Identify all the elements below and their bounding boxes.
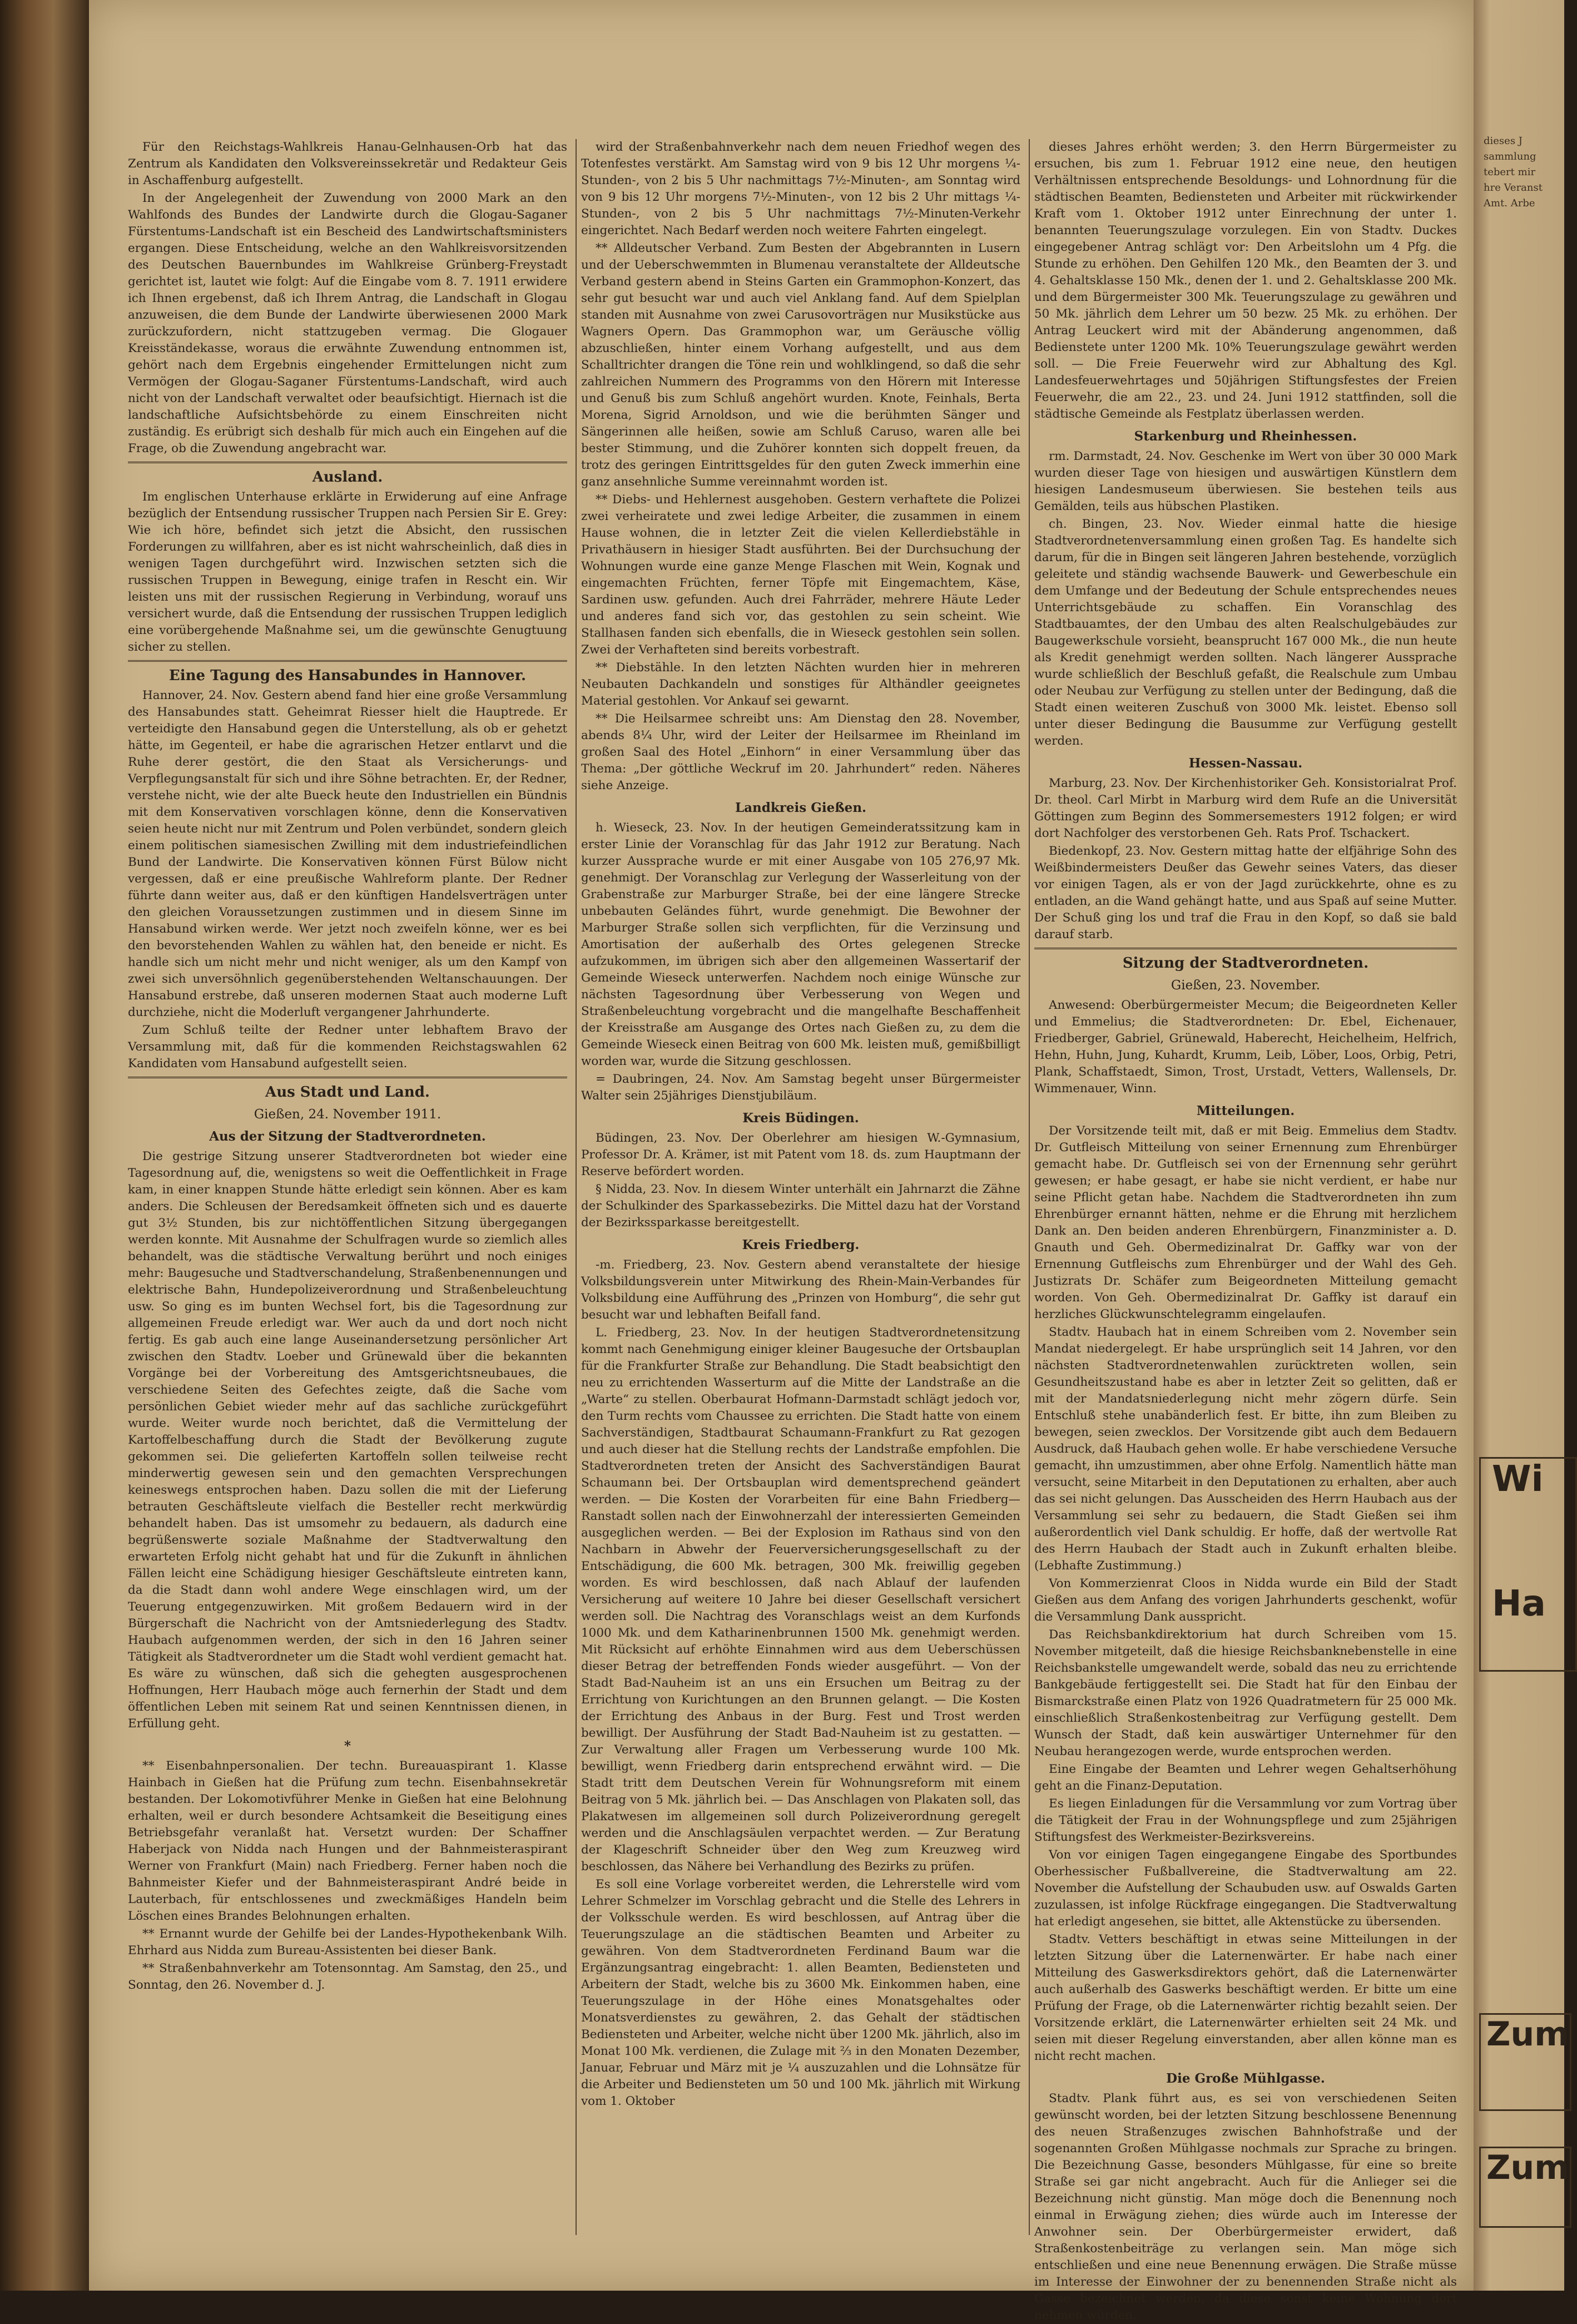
separator — [128, 462, 567, 463]
paragraph: ch. Bingen, 23. Nov. Wieder einmal hatte die hiesige Stadtverordnetenversammlung einen großen Tag. Es handelte sich darum, für die in Bingen seit längeren Jahren bestehende, vorzüglich geleitete und ständig wachsende Bauwerk- und Gewerbeschule ein dem Umfange und der Bedeutung der Schule entsprechendes neues Unterrichtsgebäude zu schaffen. Ein Voranschlag des Stadtbauamtes, der den Umbau des alten Realschulgebäudes zur Baugewerkschule vorsieht, beansprucht 167 000 Mk., die nun heute als Kredit genehmigt werden sollten. Nach längerer Aussprache wurde schließlich der Beschluß gefaßt, die Realschule zum Umbau oder Neubau zur Verfügung zu stellen unter der Bedingung, daß die Stadt einen weiteren Zuschuß von 3000 Mk. leistet. Ebenso soll unter dieser Bedingung die Bausumme zur Verfügung gestellt werden. — [1034, 517, 1457, 748]
paragraph: ** Alldeutscher Verband. Zum Besten der Abgebrannten in Lusern und der Ueberschwemmten in Blumenau veranstaltete der Alldeutsche Verband gestern abend in Steins Garten ein Grammophon-Konzert, das sehr gut besucht war und auch viel Anklang fand. Auf dem Spielplan standen mit Ausnahme von zwei Carusovorträgen nur Musikstücke aus Wagners Opern. Das Grammophon war, um Geräusche völlig abzuschließen, hinter einem Vorhang aufgestellt, und aus dem Schalltrichter drangen die Töne rein und wohlklingend, so daß die sehr zahlreichen Nummern des Programms von den Hörern mit Interesse und Genuß bis zum Schluß angehört wurden. Knote, Feinhals, Berta Morena, Sigrid Arnoldson, und wie die berühmten Sänger und Sängerinnen alle heißen, sowie am Schluß Caruso, waren alle bei bester Stimmung, und die Zuhörer konnten sich doppelt freuen, da trotz des geringen Eintrittsgeldes für den guten Zweck immerhin eine ganz ansehnliche Summe vereinnahmt worden ist. — [581, 241, 1020, 489]
paragraph: Biedenkopf, 23. Nov. Gestern mittag hatte der elfjährige Sohn des Weißbindermeisters Deußer das Gewehr seines Vaters, das dieser vor einigen Tagen, als er von der Jagd zurückkehrte, ohne es zu entladen, an die Wand gehängt hatte, und aus Spaß auf seine Mutter. Der Schuß ging los und traf die Frau in den Kopf, so daß sie bald darauf starb. — [1034, 844, 1457, 942]
section-heading: Sitzung der Stadtverordneten. — [1122, 955, 1369, 972]
separator — [128, 1077, 567, 1078]
paragraph: Für den Reichstags-Wahlkreis Hanau-Gelnhausen-Orb hat das Zentrum als Kandidaten den Volksvereinssekretär und Redakteur Geis in Aschaffenburg aufgestellt. — [128, 140, 567, 187]
separator — [128, 660, 567, 662]
paragraph: L. Friedberg, 23. Nov. In der heutigen Stadtverordnetensitzung kommt nach Genehmigung einiger kleiner Baugesuche der Ortsbauplan für die Frankfurter Straße zur Behandlung. Die Stadt beabsichtigt den neu zu errichtenden Wasserturm auf die Mitte der Landstraße an die „Warte“ zu stellen. Oberbaurat Hofmann-Darmstadt schlägt jedoch vor, den Turm rechts vom Chaussee zu errichten. Die Stadt hatte von einem Sachverständigen, Stadtbaurat Schaumann-Frankfurt zu Rat gezogen und auch dieser hat die Stellung rechts der Landstraße empfohlen. Die Stadtverordneten treten der Ansicht des Sachverständigen Baurat Schaumann bei. Der Ortsbauplan wird dementsprechend geändert werden. — Die Kosten der Vorarbeiten für eine Bahn Friedberg—Ranstadt sollen nach der Einwohnerzahl der interessierten Gemeinden ausgeglichen werden. — Bei der Explosion im Rathaus sind von den Nachbarn in Abwehr der Feuerversicherungsgesellschaft zu der Entschädigung, die 600 Mk. betragen, 300 Mk. freiwillig gegeben worden. Es wird beschlossen, daß nach Ablauf der laufenden Versicherung auf weitere 10 Jahre bei dieser Gesellschaft versichert werden soll. Die Nachtrag des Voranschlags weist an dem Kurfonds 1000 Mk. und dem Katharinenbrunnen 1500 Mk. genehmigt werden. Mit Rücksicht auf erhöhte Einnahmen wird aus dem Ueberschüssen dieser Betrag der betreffenden Fonds wieder ausgeführt. — Von der Stadt Bad-Nauheim ist an uns ein Ersuchen um Beitrag zu der Errichtung von Kurichtungen an den Brunnen gelangt. — Die Kosten der Errichtung des Anbaus in der Burg. Fest und Trost werden bewilligt. Der Ausführung der Stadt Bad-Nauheim ist zu gestatten. — Zur Verwaltung aller Fragen um Verbesserung wurde 100 Mk. bewilligt, wenn Friedberg darin entsprechend erwähnt wird. — Die Stadt tritt dem Deutschen Verein für Wohnungsreform mit einem Beitrag von 5 Mk. jährlich bei. — Das Anschlagen von Plakaten soll, das Plakatwesen im allgemeinen soll durch Polizeiverordnung geregelt werden und die Anschlagsäulen verpachtet werden. — Zur Beratung der Klageschrift Schneider über den Weg zum Kreuzweg wird beschlossen, das Nähere bei Verhandlung des Bezirks zu prüfen. — [581, 1326, 1020, 1874]
paragraph: wird der Straßenbahnverkehr nach dem neuen Friedhof wegen des Totenfestes verstärkt. Am Samstag wird von 9 bis 12 Uhr morgens ¼-Stunden-, von 2 bis 5 Uhr nachmittags 7½-Minuten-, am Sonntag wird von 9 bis 12 Uhr morgens 7½-Minuten-, von 12 bis 2 Uhr mittags ¼-Stunden-, von 2 bis 5 Uhr nachmittags 7½-Minuten-Verkehr eingerichtet. Nach Bedarf werden noch weitere Fahrten eingelegt. — [581, 140, 1020, 237]
paragraph: Im englischen Unterhause erklärte in Erwiderung auf eine Anfrage bezüglich der Entsendung russischer Truppen nach Persien Sir E. Grey: Wie ich höre, befindet sich jetzt die Absicht, den russischen Forderungen zu willfahren, aber es ist nicht wahrscheinlich, daß dies in wenigen Tagen durchgeführt wird. Inzwischen setzten sich die russischen Truppen in Bewegung, einige trafen in Rescht ein. Wir leisten uns mit der russischen Regierung in Verbindung, worauf uns versichert wurde, daß die Entsendung der russischen Truppen lediglich eine vorübergehende Maßnahme sei, um die gewünschte Genugtuung sicher zu stellen. — [128, 490, 567, 654]
paragraph: Der Vorsitzende teilt mit, daß er mit Beig. Emmelius dem Stadtv. Dr. Gutfleisch Mitteilung von seiner Ernennung zum Ehrenbürger gemacht habe. Dr. Gutfleisch sei von der Ernennung sehr gerührt gewesen; er habe gesagt, er habe sie nicht verdient, er habe nur seine Pflicht getan habe. Nachdem die Stadtverordneten ihn zum Ehrenbürger ernannt hätten, nehme er die Ehrung mit herzlichem Dank an. Den beiden anderen Ehrenbürgern, Finanzminister a. D. Gnauth und Geh. Obermedizinalrat Dr. Gaffky war von der Ernennung Gutfleischs zum Ehrenbürger und der Wahl des Geh. Justizrats Dr. Schäfer zum Beigeordneten Mitteilung gemacht worden. Von Geh. Obermedizinalrat Dr. Gaffky ist darauf ein herzliches Glückwunschtelegramm eingelaufen. — [1034, 1124, 1457, 1321]
paragraph: Das Reichsbankdirektorium hat durch Schreiben vom 15. November mitgeteilt, daß die hiesige Reichsbanknebenstelle in eine Reichsbankstelle umgewandelt werde, sobald das neu zu errichtende Bankgebäude fertiggestellt sei. Die Stadt hat für den Einbau der Bismarckstraße einen Platz von 1926 Quadratmetern für 25 000 Mk. einschließlich Straßenkostenbeitrag zur Verfügung gestellt. Dem Wunsch der Stadt, daß kein auswärtiger Unternehmer für den Neubau herangezogen werde, wurde entsprochen werden. — [1034, 1628, 1457, 1758]
ad-text: Ha — [1492, 1583, 1546, 1624]
column-1 — [128, 139, 567, 2241]
paragraph: -m. Friedberg, 23. Nov. Gestern abend veranstaltete der hiesige Volksbildungsverein unter Mitwirkung des Rhein-Main-Verbandes für Volksbildung eine Aufführung des „Prinzen von Homburg“, die sehr gut besucht war und lebhaften Beifall fand. — [581, 1258, 1020, 1322]
ad-text: Zum — [1486, 2148, 1569, 2187]
column-rule — [1029, 139, 1030, 2235]
star-separator: * — [344, 1738, 351, 1753]
paragraph: ** Diebs- und Hehlernest ausgehoben. Gestern verhaftete die Polizei zwei verheiratete und zwei ledige Arbeiter, die zusammen in einem Hause wohnen, die in letzter Zeit die vielen Kellerdiebstähle in Privathäusern in hiesiger Stadt ausführten. Bei der Durchsuchung der Wohnungen wurde eine ganze Menge Flaschen mit Wein, Kognak und eingemachten Früchten, ferner Töpfe mit Eingemachtem, Käse, Sardinen usw. gefunden. Auch drei Fahrräder, mehrere Häute Leder und anderes fand sich vor, das gestohlen zu sein scheint. Wie Stallhasen fanden sich ebenfalls, die in Wieseck gestohlen sein sollen. Zwei der Verhafteten sind bereits vorbestraft. — [581, 493, 1020, 657]
adjacent-page-edge — [1474, 0, 1569, 2291]
section-heading: Kreis Friedberg. — [742, 1237, 860, 1252]
paragraph: ** Eisenbahnpersonalien. Der techn. Bureauaspirant 1. Klasse Hainbach in Gießen hat die Prüfung zum techn. Eisenbahnsekretär bestanden. Der Lokomotivführer Menke in Gießen hat eine Belohnung erhalten, weil er durch besondere Achtsamkeit die Beseitigung eines Betriebsgefahr veranlaßt hat. Versetzt wurden: Der Schaffner Haberjack von Nidda nach Hungen und der Bahnmeisteraspirant Werner von Frankfurt (Main) nach Friedberg. Ferner haben noch die Bahnmeister Kiefer und der Bahnmeisteraspirant André beide in Lauterbach, für entschlossenes und zweckmäßiges Handeln beim Löschen eines Brandes Belohnungen erhalten. — [128, 1759, 567, 1923]
separator — [1034, 948, 1457, 949]
paragraph: Stadtv. Vetters beschäftigt in etwas seine Mitteilungen in der letzten Sitzung über die Laternenwärter. Er habe nach einer Mitteilung des Gaswerksdirektors gehört, daß die Laternenwärter auch außerhalb des Gaswerks beschäftigt werden. Er bitte um eine Prüfung der Frage, ob die Laternenwärter richtig bezahlt seien. Der Vorsitzende erklärt, die Laternenwärter erhielten seit 24 Mk. und seien mit dieser Regelung einverstanden, aber allen könne man es nicht recht machen. — [1034, 1932, 1457, 2063]
paragraph: dieses Jahres erhöht werden; 3. den Herrn Bürgermeister zu ersuchen, bis zum 1. Februar 1912 eine neue, den heutigen Verhältnissen entsprechende Besoldungs- und Lohnordnung für die städtischen Beamten, Bediensteten und Arbeiter mit rückwirkender Kraft vom 1. Oktober 1912 unter Einrechnung der unter 1. benannten Teuerungszulage vorzulegen. Ein von Stadtv. Duckes eingegebener Antrag schlägt vor: Den Arbeitslohn um 4 Pfg. die Stunde zu erhöhen. Den Gehilfen 120 Mk., den Beamten der 3. und 4. Gehaltsklasse 150 Mk., denen der 1. und 2. Gehaltsklasse 200 Mk. und dem Bürgermeister 300 Mk. Teuerungszulage zu gewähren und 50 Mk. jährlich dem Lehrer um 50 bezw. 25 Mk. zu erhöhen. Der Antrag Leuckert wird mit der Abänderung angenommen, daß Bedienstete unter 1200 Mk. 10% Teuerungszulage gewährt werden soll. — Die Freie Feuerwehr wird zur Abhaltung des Kgl. Landesfeuerwehrtages und 50jährigen Stiftungsfestes der Freien Feuerwehr, die am 22., 23. und 24. Juni 1912 stattfinden, soll die städtische Gemeinde als Festplatz überlassen werden. — [1034, 140, 1457, 421]
paragraph: ** Straßenbahnverkehr am Totensonntag. Am Samstag, den 25., und Sonntag, den 26. November d. J. — [128, 1961, 567, 1992]
paragraph: Von vor einigen Tagen eingegangene Eingabe des Sportbundes Oberhessischer Fußballvereine, die Stadtverwaltung am 22. November die Aufstellung der Schaubuden usw. auf Oswalds Garten zuzulassen, ist infolge Rückfrage eingegangen. Die Stadtverwaltung hat erledigt angesehen, sie bittet, alle Aktenstücke zu übersenden. — [1034, 1848, 1457, 1929]
section-heading: Kreis Büdingen. — [742, 1111, 859, 1126]
subheading: Mitteilungen. — [1196, 1103, 1295, 1118]
paragraph: § Nidda, 23. Nov. In diesem Winter unterhält ein Jahrnarzt die Zähne der Schulkinder des Sparkassebezirks. Die Mittel dazu hat der Vorstand der Bezirkssparkasse bereitgestellt. — [581, 1182, 1020, 1230]
paragraph: ** Ernannt wurde der Gehilfe bei der Landes-Hypothekenbank Wilh. Ehrhard aus Nidda zum Bureau-Assistenten bei dieser Bank. — [128, 1927, 567, 1958]
section-heading: Landkreis Gießen. — [735, 800, 867, 815]
dateline: Gießen, 24. November 1911. — [254, 1107, 442, 1122]
paragraph: In der Angelegenheit der Zuwendung von 2000 Mark an den Wahlfonds des Bundes der Landwirte durch die Glogau-Saganer Fürstentums-Landschaft ist ein Bescheid des Landwirtschaftsministers ergangen. Diese Entscheidung, welche an den Wahlkreisvorsitzenden des Deutschen Bauernbundes im Wahlkreise Grünberg-Freystadt gerichtet ist, lautet wie folgt: Auf die Eingabe vom 8. 7. 1911 erwidere ich Ihnen ergebenst, daß ich Ihrem Antrag, die Landschaft in Glogau anzuweisen, die dem Bunde der Landwirte überwiesenen 2000 Mark zurückzufordern, nicht stattzugeben vermag. Die Glogauer Kreisständekasse, woraus die erwähnte Zuwendung entnommen ist, gehört nach dem Ergebnis eingehender Ermittelungen nicht zum Vermögen der Glogau-Saganer Fürstentums-Landschaft, wird auch nicht von der Landschaft verwaltet oder beaufsichtigt. Hiernach ist die landschaftliche Aufsichtsbehörde zu einem Einschreiten nicht zuständig. Es erübrigt sich deshalb für mich auch ein Eingehen auf die Frage, ob die Zuwendung angebracht war. — [128, 191, 567, 455]
paragraph: Es liegen Einladungen für die Versammlung vor zum Vortrag über die Tätigkeit der Frau in der Wohnungspflege und zum 25jährigen Stiftungsfest des Werkmeister-Bezirksvereins. — [1034, 1797, 1457, 1844]
adjacent-page-text: dieses J sammlung tebert mir hre Veranst Amt. Arbe — [1484, 135, 1543, 209]
paragraph: Stadtv. Plank führt aus, es sei von verschiedenen Seiten gewünscht worden, bei der letzten Sitzung beschlossene Benennung des neuen Straßenzuges zwischen Bahnhofstraße und der sogenannten Großen Mühlgasse nochmals zur Sprache zu bringen. Die Bezeichnung Gasse, besonders Mühlgasse, für eine so breite Straße sei gar nicht angebracht. Auch für die Anlieger sei die Bezeichnung nicht günstig. Man möge doch die Benennung noch einmal in Erwägung ziehen; dies würde auch im Interesse der Anwohner sein. Der Oberbürgermeister erwidert, daß Straßenkostenbeiträge zu verlangen sein. Man möge sich entschließen und eine neue Benennung erwägen. Die Straße müsse im Interesse der Einwohner der zu benennenden Straße nicht als Gasse bezeichnet werden, da diese sonst keine Wohnung dort nehmen würden. — [1034, 2092, 1457, 2322]
dateline: Gießen, 23. November. — [1171, 978, 1321, 993]
paragraph: h. Wieseck, 23. Nov. In der heutigen Gemeinderatssitzung kam in erster Linie der Voranschlag für das Jahr 1912 zur Beratung. Nach kurzer Aussprache wurde er mit einer Ausgabe von 105 276,97 Mk. genehmigt. Der Voranschlag zur Verlegung der Wasserleitung von der Grabenstraße zur Marburger Straße, bei der eine längere Strecke unbebauten Geländes führt, wurde genehmigt. Die Bewohner der Marburger Straße sollen sich verpflichten, für die Verzinsung und Amortisation der außerhalb des Ortes gelegenen Strecke aufzukommen, im übrigen sich aber den allgemeinen Wassertarif der Gemeinde Wieseck unterwerfen. Nachdem noch einige Wünsche zur nächsten Tagesordnung über Verbesserung von Wegen und Straßenbeleuchtung vorgebracht und die mangelhafte Beschaffenheit der Kreisstraße am Ausgange des Ortes nach Gießen zu, zu dem die Gemeinde Wieseck einen Beitrag von 600 Mk. leisten muß, gemißbilligt worden war, wurde die Sitzung geschlossen. — [581, 821, 1020, 1068]
paragraph: Eine Eingabe der Beamten und Lehrer wegen Gehaltserhöhung geht an die Finanz-Deputation. — [1034, 1762, 1457, 1793]
paragraph: Stadtv. Haubach hat in einem Schreiben vom 2. November sein Mandat niedergelegt. Er habe ursprünglich seit 14 Jahren, vor den nächsten Stadtverordnetenwahlen zurücktreten wollen, sein Gesundheitszustand habe es aber in letzter Zeit so gelitten, daß er mit der Mandatsniederlegung nicht mehr zögern dürfe. Sein Entschluß stehe unabänderlich fest. Er bitte, ihn zum Bleiben zu bewegen, seien zwecklos. Der Vorsitzende gibt auch dem Bedauern Ausdruck, daß Haubach gehen wolle. Er habe verschiedene Versuche gemacht, ihn umzustimmen, aber ohne Erfolg. Namentlich hätte man versucht, seine Mitarbeit in den Deputationen zu erhalten, aber auch das sei nicht gelungen. Das Ausscheiden des Herrn Haubach aus der Versammlung sei sehr zu bedauern, die Stadt Gießen sei ihm außerordentlich viel Dank schuldig. Er hoffe, daß der wertvolle Rat des Herrn Haubach der Stadt auch in Zukunft erhalten bleibe. (Lebhafte Zustimmung.) — [1034, 1325, 1457, 1573]
paragraph: = Daubringen, 24. Nov. Am Samstag begeht unser Bürgermeister Walter sein 25jähriges Dienstjubiläum. — [581, 1072, 1020, 1103]
paragraph: Von Kommerzienrat Cloos in Nidda wurde ein Bild der Stadt Gießen aus dem Anfang des vorigen Jahrhunderts geschenkt, wofür die Versammlung Dank ausspricht. — [1034, 1577, 1457, 1624]
section-heading: Hessen-Nassau. — [1188, 756, 1303, 771]
section-heading: Starkenburg und Rheinhessen. — [1134, 429, 1357, 444]
section-heading: Eine Tagung des Hansabundes in Hannover. — [168, 667, 527, 684]
column-3 — [1034, 139, 1457, 2322]
column-rule — [576, 139, 577, 2235]
ad-text: Zum — [1486, 2015, 1569, 2054]
paragraph: Büdingen, 23. Nov. Der Oberlehrer am hiesigen W.-Gymnasium, Professor Dr. A. Krämer, ist mit Patent vom 18. ds. zum Hauptmann der Reserve befördert worden. — [581, 1131, 1020, 1178]
paragraph: Es soll eine Vorlage vorbereitet werden, die Lehrerstelle wird vom Lehrer Schmelzer im Vorschlag gebracht und die Stelle des Lehrers in der Volksschule werden. Es wird beschlossen, auf Antrag über die Teuerungszulage an die städtischen Beamten und Arbeiter zu gewähren. Von dem Stadtverordneten Ferdinand Baum war die Ergänzungsantrag eingebracht: 1. allen Beamten, Bediensteten und Arbeitern der Stadt, welche bis zu 3600 Mk. Einkommen haben, eine Teuerungszulage in der Höhe eines Monatsgehaltes oder Monatsverdienstes zu gewähren, 2. das Gehalt der städtischen Bediensteten und Arbeiter, welche nicht über 1200 Mk. jährlich, also im Monat 100 Mk. verdienen, die Zulage mit ⅔ in den Monaten Dezember, Januar, Februar und März mit je ¼ auszuzahlen und die Lohnsätze für die Arbeiter und Bediensteten um 50 und 100 Mk. jährlich mit Wirkung vom 1. Oktober — [581, 1877, 1020, 2108]
advertisement — [1479, 2013, 1571, 2111]
section-heading: Ausland. — [312, 469, 383, 485]
subheading: Aus der Sitzung der Stadtverordneten. — [209, 1129, 486, 1144]
section-heading: Aus Stadt und Land. — [265, 1084, 430, 1101]
paragraph: ** Die Heilsarmee schreibt uns: Am Dienstag den 28. November, abends 8¼ Uhr, wird der Leiter der Heilsarmee im Rheinland im großen Saal des Hotel „Einhorn“ in einer Versammlung über das Thema: „Der göttliche Weckruf im 20. Jahrhundert“ reden. Näheres siehe Anzeige. — [581, 712, 1020, 792]
paragraph: Marburg, 23. Nov. Der Kirchenhistoriker Geh. Konsistorialrat Prof. Dr. theol. Carl Mirbt in Marburg wird dem Rufe an die Universität Göttingen zum Beginn des Sommersemesters 1912 folgen; er wird dort Nachfolger des verstorbenen Geh. Rats Prof. Tschackert. — [1034, 776, 1457, 840]
paragraph: Hannover, 24. Nov. Gestern abend fand hier eine große Versammlung des Hansabundes statt. Geheimrat Riesser hielt die Hauptrede. Er verteidigte den Hansabund gegen die Unterstellung, als ob er gehetzt hätte, im Gegenteil, er habe die agrarischen Hetzer entlarvt und die Ruhe derer gestört, die den Staat als Versicherungs- und Verpflegungsanstalt für sich und ihre Söhne betrachten. Er, der Redner, verstehe nicht, wie der alte Bueck heute den Industriellen ein Bündnis mit dem Konservativen vorschlagen könne, denn die Konservativen seien heute nicht nur mit Zentrum und Polen verbündet, sondern gleich einem politischen siamesischen Zwilling mit dem industriefeindlichen Bund der Landwirte. Die Konservativen können Fürst Bülow nicht vergessen, daß er eine preußische Wahlreform plante. Der Redner führte dann weiter aus, daß er den künftigen Handelsverträgen unter den gleichen Voraussetzungen zustimmen und in diesem Sinne im Hansabund wirken werde. Wer jetzt noch zweifeln könne, wer es bei den bevorstehenden Wahlen zu wählen hat, den beneide er nicht. Es handle sich um nicht mehr und nicht weniger, als um den Kampf von zwei sich unversöhnlich gegenüberstehenden Weltanschauungen. Der Hansabund erstrebe, daß unseren modernen Staat auch moderne Luft durchziehe, nicht die Moderluft vergangener Jahrhunderte. — [128, 688, 567, 1019]
subheading: Die Große Mühlgasse. — [1166, 2071, 1325, 2086]
paragraph: Anwesend: Oberbürgermeister Mecum; die Beigeordneten Keller und Emmelius; die Stadtverordneten: Dr. Ebel, Eichenauer, Friedberger, Gabriel, Grünewald, Haberecht, Heichelheim, Helfrich, Hehn, Huhn, Jung, Kuhardt, Krumm, Leib, Löber, Loos, Orbig, Petri, Plank, Schaffstaedt, Simon, Trost, Urstadt, Vetters, Wallensels, Dr. Wimmenauer, Winn. — [1034, 998, 1457, 1096]
paragraph: Die gestrige Sitzung unserer Stadtverordneten bot wieder eine Tagesordnung auf, die, wenigstens so weit die Oeffentlichkeit in Frage kam, in einer knappen Stunde hätte erledigt sein können. Aber es kam anders. Die Schleusen der Beredsamkeit öffneten sich und es dauerte gut 3½ Stunden, bis zur nichtöffentlichen Sitzung übergegangen werden konnte. Mit Ausnahme der Schulfragen wurde so ziemlich alles behandelt, was die städtische Verwaltung berührt und noch einiges mehr: Baugesuche und Stadtverschandelung, Straßenbenennungen und elektrische Bahn, Hundepolizeiverordnung und Straßenbeleuchtung usw. So ging es im bunten Wechsel fort, bis die Tagesordnung zur allgemeinen Freude erledigt war. Wer auch da und dort noch nicht fertig. Es gab auch eine lange Auseinandersetzung persönlicher Art zwischen den Stadtv. Loeber und Grünewald über die bekannten Vorgänge bei der Vorbereitung des Amtsgerichtsneubaues, die verschiedene Seiten des Gefechtes zeigte, daß die Sache vom persönlichen Gebiet wieder mehr auf das sachliche zurückgeführt wurde. Weiter wurde noch berichtet, daß die Vermittelung der Kartoffelbeschaffung durch die Stadt der Bevölkerung zugute gekommen sei. Die gelieferten Kartoffeln sollen teilweise recht minderwertig gewesen sein und den gemachten Versprechungen keineswegs entsprochen haben. Dazu sollen die mit der Lieferung betrauten Geschäftsleute vielfach die Besteller recht merkwürdig behandelt haben. Das ist umsomehr zu bedauern, als dadurch eine begrüßenswerte soziale Maßnahme der Stadtverwaltung den erwarteten Erfolg nicht gehabt hat und für die Zukunft in ähnlichen Fällen leicht eine Schädigung hiesiger Geschäftsleute eintreten kann, da die Stadt dann wohl andere Wege einschlagen wird, um der Teuerung entgegenzuwirken. Mit großem Bedauern wird in der Bürgerschaft die Nachricht von der Amtsniederlegung des Stadtv. Haubach aufgenommen werden, der sich in den 16 Jahren seiner Tätigkeit als Stadtverordneter um die Stadt wohl verdient gemacht hat. Es wäre zu wünschen, daß sich die gehegten ausgesprochenen Hoffnungen, Herr Haubach möge auch fernerhin der Stadt und dem öffentlichen Leben mit seinem Rat und seinen Kenntnissen dienen, in Erfüllung geht. — [128, 1149, 567, 1731]
advertisement — [1479, 2147, 1571, 2228]
column-2 — [581, 139, 1020, 2241]
paragraph: Zum Schluß teilte der Redner unter lebhaftem Bravo der Versammlung mit, daß für die kommenden Reichstagswahlen 62 Kandidaten vom Hansabund aufgestellt seien. — [128, 1023, 567, 1071]
book-binding — [0, 0, 89, 2291]
paragraph: rm. Darmstadt, 24. Nov. Geschenke im Wert von über 30 000 Mark wurden dieser Tage von hiesigen und auswärtigen Künstlern dem hiesigen Landesmuseum überwiesen. Sie bestehen teils aus Gemälden, teils aus hübschen Plastiken. — [1034, 449, 1457, 513]
newspaper-page — [89, 0, 1474, 2322]
ad-text: Wi — [1492, 1459, 1544, 1500]
advertisement — [1479, 1457, 1577, 1672]
paragraph: ** Diebstähle. In den letzten Nächten wurden hier in mehreren Neubauten Dachkandeln und sonstiges für Althändler geeignetes Material gestohlen. Vor Ankauf sei gewarnt. — [581, 661, 1020, 708]
